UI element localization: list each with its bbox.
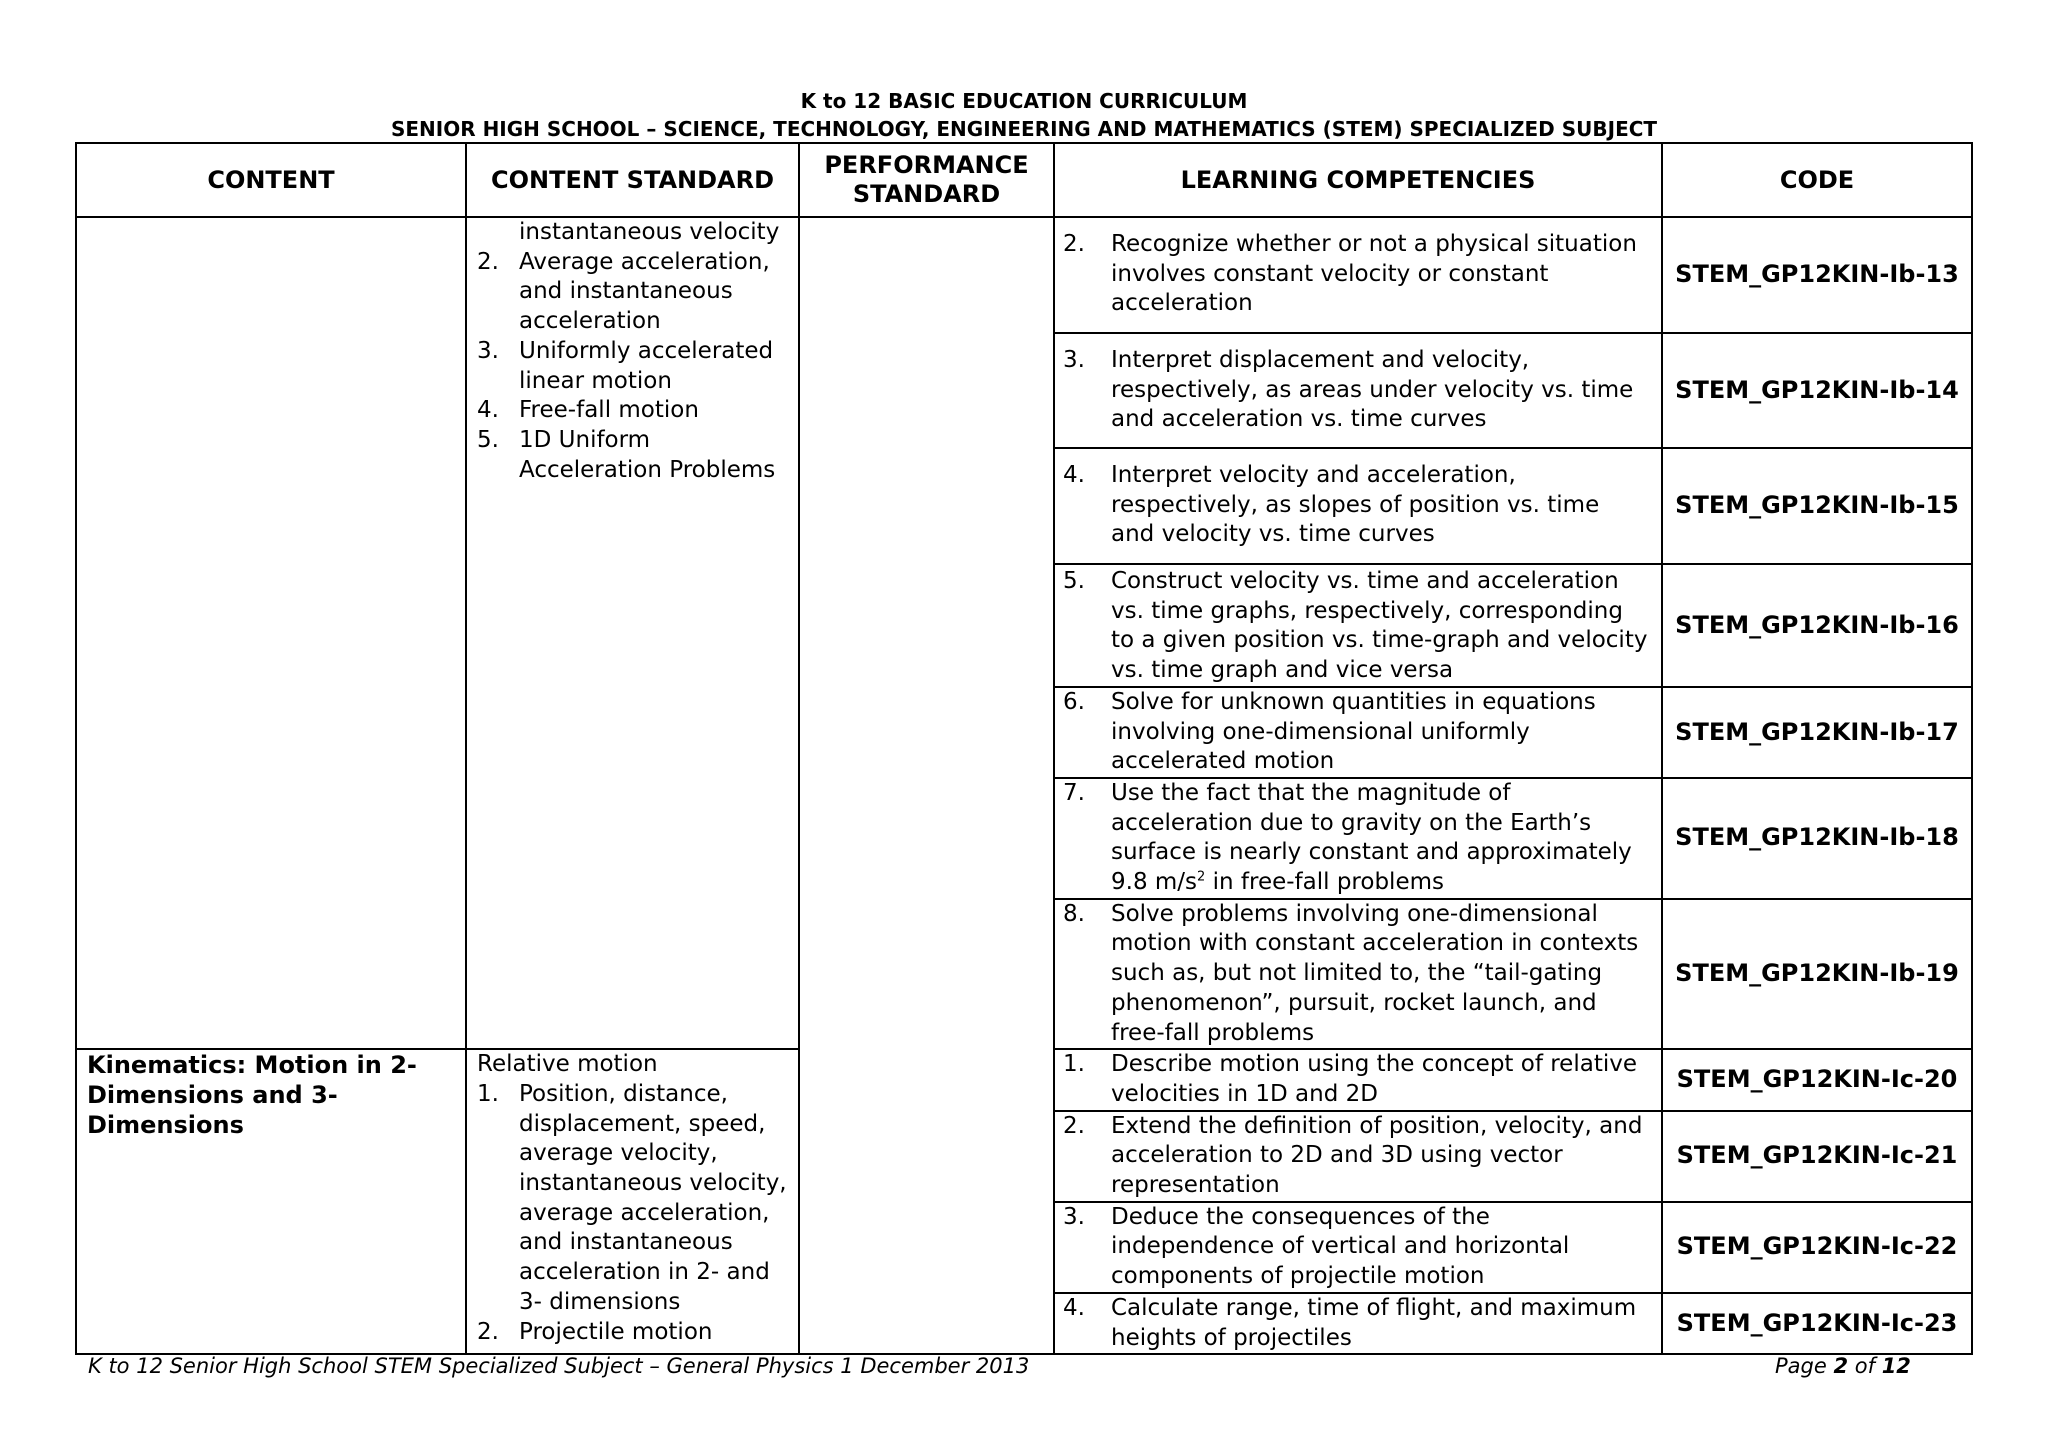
content-cell [76,1049,466,1354]
list-item: 3. Uniformly accelerated linear motion [477,337,774,394]
code-cell: STEM_GP12KIN-Ib-13 [1662,217,1972,333]
competency-cell: 8. Solve problems involving one-dimensional motion with constant acceleration in contexts such as, but not limited to, the “tail-gating phenomenon”, pursuit, rocket launch, and free-fall problems [1054,899,1662,1050]
competency-cell: 5. Construct velocity vs. time and acceleration vs. time graphs, respectively, corresponding to a given position vs. time-graph and velocity vs. time graph and vice versa [1054,564,1662,687]
list-item: instantaneous velocity [519,219,780,245]
doc-title: K to 12 BASIC EDUCATION CURRICULUM [800,89,1248,113]
competency-cell: 6. Solve for unknown quantities in equations involving one-dimensional uniformly accelerated motion [1054,687,1662,778]
list-item: 2. Projectile motion [477,1318,713,1345]
competency-cell: 4. Interpret velocity and acceleration, respectively, as slopes of position vs. time and velocity vs. time curves [1054,448,1662,564]
list-item: 5. 1D Uniform Acceleration Problems [477,426,776,483]
doc-subtitle: SENIOR HIGH SCHOOL – SCIENCE, TECHNOLOGY, ENGINEERING AND MATHEMATICS (STEM) SPECIALIZED SUBJECT [390,117,1658,141]
competency-cell: 3. Interpret displacement and velocity, respectively, as areas under velocity vs. time and acceleration vs. time curves [1054,333,1662,448]
table-row [76,217,1972,333]
competency-cell: 1. Describe motion using the concept of relative velocities in 1D and 2D [1054,1049,1662,1110]
header-performance-standard: PERFORMANCE STANDARD [799,143,1054,217]
competency-cell: 2. Recognize whether or not a physical situation involves constant velocity or constant acceleration [1054,217,1662,333]
code-cell: STEM_GP12KIN-Ib-17 [1662,687,1972,778]
topic-title: Kinematics: Motion in 2-Dimensions and 3-Dimensions [87,1051,417,1140]
content-standard-list [477,218,790,485]
content-standard-list [477,1080,790,1347]
code-cell: STEM_GP12KIN-Ib-15 [1662,448,1972,564]
competency-cell: 3. Deduce the consequences of the independence of vertical and horizontal components of projectile motion [1054,1202,1662,1293]
footer-text: K to 12 Senior High School STEM Specialized Subject – General Physics 1 December 2013 [88,1354,1030,1378]
content-standard-cell [466,1049,799,1354]
code-cell: STEM_GP12KIN-Ic-20 [1662,1049,1972,1110]
code-cell: STEM_GP12KIN-Ib-18 [1662,778,1972,899]
competency-cell: 7. Use the fact that the magnitude of acceleration due to gravity on the Earth’s surface is nearly constant and approximately 9.8 $m/s^2$ in free-fall problems [1054,778,1662,899]
content-standard-intro: Relative motion [477,1051,658,1078]
code-cell: STEM_GP12KIN-Ib-14 [1662,333,1972,448]
table-header-row [76,143,1972,217]
code-cell: STEM_GP12KIN-Ic-21 [1662,1111,1972,1202]
code-cell: STEM_GP12KIN-Ib-19 [1662,899,1972,1050]
curriculum-table [75,142,1973,1355]
header-code: CODE [1662,143,1972,217]
performance-standard-cell [799,217,1054,1354]
list-item: 2. Average acceleration, and instantaneous acceleration [477,248,770,335]
page-number: Page 2 of 12 [1775,1354,1911,1378]
competency-cell: 2. Extend the definition of position, velocity, and acceleration to 2D and 3D using vector representation [1054,1111,1662,1202]
competency-cell: 4. Calculate range, time of flight, and maximum heights of projectiles [1054,1293,1662,1354]
code-cell: STEM_GP12KIN-Ic-23 [1662,1293,1972,1354]
content-cell [76,217,466,1049]
list-item: 1. Position, distance, displacement, speed, average velocity, instantaneous velocity, average acceleration, and instantaneous acceleration in 2- and 3- dimensions [477,1080,787,1315]
header-learning-competencies: LEARNING COMPETENCIES [1054,143,1662,217]
header-content: CONTENT [76,143,466,217]
content-standard-cell [466,217,799,1049]
header-content-standard: CONTENT STANDARD [466,143,799,217]
list-item: 4. Free-fall motion [477,397,699,424]
code-cell: STEM_GP12KIN-Ib-16 [1662,564,1972,687]
code-cell: STEM_GP12KIN-Ic-22 [1662,1202,1972,1293]
